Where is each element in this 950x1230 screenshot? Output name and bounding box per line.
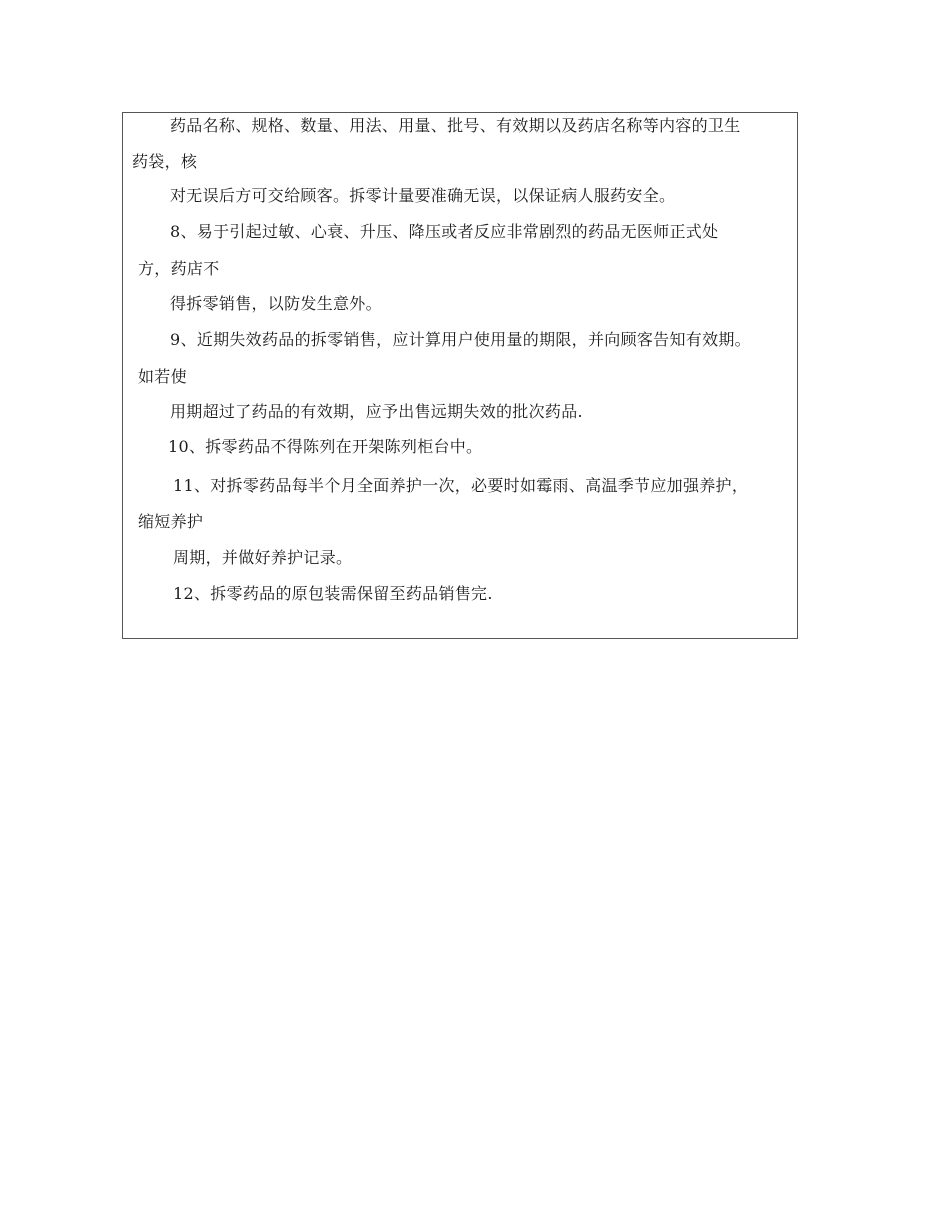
text-line-12: 缩短养护 xyxy=(138,512,204,531)
text-line-1: 药品名称、规格、数量、用法、用量、批号、有效期以及药店名称等内容的卫生 xyxy=(170,116,741,135)
text-line-13: 周期，并做好养护记录。 xyxy=(173,548,353,567)
text-line-10: 10、拆零药品不得陈列在开架陈列柜台中。 xyxy=(168,437,483,456)
text-line-3: 对无误后方可交给顾客。拆零计量要准确无误，以保证病人服药安全。 xyxy=(170,186,676,205)
text-line-9: 用期超过了药品的有效期，应予出售远期失效的批次药品. xyxy=(170,402,583,421)
text-line-4: 8、易于引起过敏、心衰、升压、降压或者反应非常剧烈的药品无医师正式处 xyxy=(170,222,719,241)
text-line-6: 得拆零销售，以防发生意外。 xyxy=(170,294,382,313)
text-line-2: 药袋，核 xyxy=(132,152,198,171)
text-line-14: 12、拆零药品的原包装需保留至药品销售完. xyxy=(173,584,493,603)
text-line-8: 如若使 xyxy=(138,367,187,386)
text-line-5: 方，药店不 xyxy=(138,259,220,278)
text-line-11: 11、对拆零药品每半个月全面养护一次，必要时如霉雨、高温季节应加强养护， xyxy=(173,476,749,495)
text-line-7: 9、近期失效药品的拆零销售，应计算用户使用量的期限，并向顾客告知有效期。 xyxy=(170,330,751,349)
